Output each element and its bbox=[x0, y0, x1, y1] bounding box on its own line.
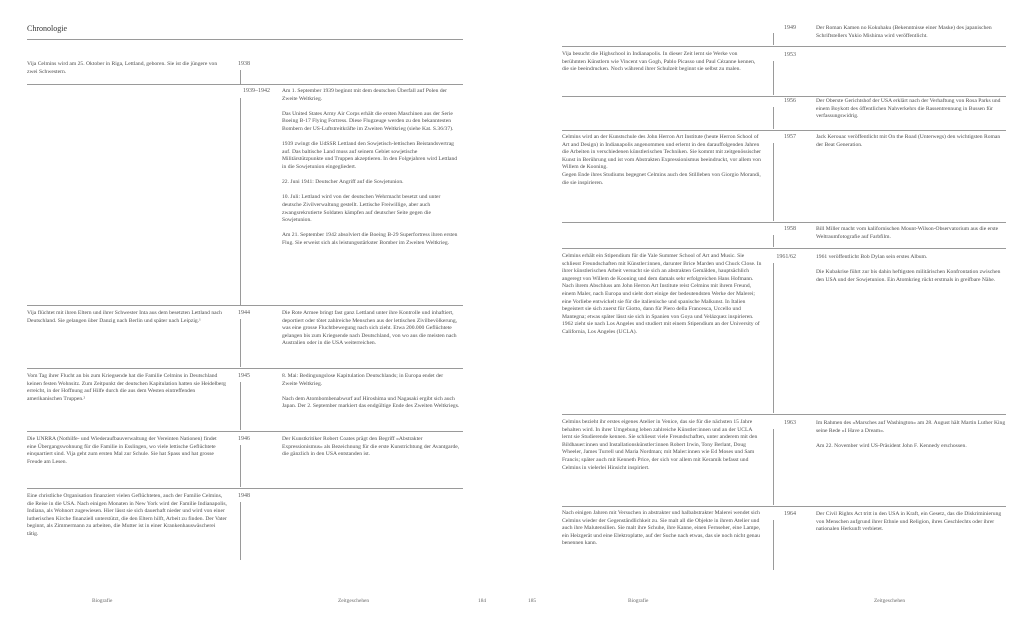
event-text: 10. Juli: Lettland wird von der deutschen Wehrmacht besetzt und unter deutsche Zivilverwaltung gestellt. Lettische Freiwillige, aber auch zwangsrekrutierte Soldaten kämpfen auf deutscher Seite gegen die Sowjetunion. bbox=[282, 194, 441, 224]
year-tick bbox=[240, 445, 241, 487]
year-tick bbox=[240, 70, 241, 84]
year-tick bbox=[773, 143, 774, 221]
row-divider bbox=[562, 130, 1006, 131]
year-tick bbox=[773, 33, 774, 45]
bio-1963: Celmins bezieht ihr erstes eigenes Atelier in Venice, das sie für die nächsten 15 Jahre behalten wird. In ihrer Umgebung leben zahlreiche Künstler:innen und an der UCLA lernt sie Studierende kennen. Sie schliesst viele Freundschaften, unter anderem mit den Bildhauer:innen und Installationskünstler:innen Robert Irwin, Tony Berlant, Doug Wheeler, James Turrell und Maria Nordman; mit Maler:innen wie Ed Moses und Sam Francis; später auch mit Kenneth Price, der sich vor allem mit Keramik befasst und Celmins in vielerlei Hinsicht inspiriert. bbox=[562, 419, 758, 471]
events-1946 bbox=[282, 436, 460, 459]
bio-1948: Eine christliche Organisation finanziert vielen Geflüchteten, auch der Familie Celmins, die Reise in die USA. Nach einigen Monaten in New York wird der Familie Indianapolis, Indiana, als Wohnort zugewiesen. Hier lässt sie sich dauerhaft nieder und wird von einer lutherischen Kirche finanziell unterstützt, die den Eltern hilft, Arbeit zu finden. Der Vater beginnt, als Zimmermann zu arbeiten, die Mutter ist in einer Krankenhauswäscherei tätig. bbox=[27, 493, 227, 537]
events-1939-1942 bbox=[282, 88, 460, 247]
row-divider bbox=[562, 46, 1006, 47]
year-tick bbox=[773, 107, 774, 129]
row-divider bbox=[27, 305, 463, 306]
year-1956: 1956 bbox=[784, 98, 796, 104]
event-text: Der Civil Rights Act tritt in den USA in Kraft, ein Gesetz, das die Diskriminierung von Menschen aufgrund ihrer Ethnie und Religion, ihres Geschlechts oder ihrer nationalen Herkunft verbietet. bbox=[816, 511, 1002, 533]
events-1961-62 bbox=[816, 254, 1006, 284]
event-text: 22. Juni 1941: Deutscher Angriff auf die Sowjetunion. bbox=[282, 179, 404, 186]
event-text: 1939 zwingt die UdSSR Lettland den Sowjetisch-lettischen Beistandsvertrag auf. Das baltische Land muss auf seinem Gebiet sowjetische Militärstützpunkte und Truppen akzeptieren. In den Folgejahren wird Lettland in die Sowjetunion eingegliedert. bbox=[282, 141, 458, 170]
year-1945: 1945 bbox=[238, 373, 250, 379]
year-tick bbox=[773, 429, 774, 505]
footer-events-label: Zeitgeschehen bbox=[338, 598, 370, 604]
bio-1944: Vija flüchtet mit ihren Eltern und ihrer Schwester Inta aus dem besetzten Lettland nach Deutschland. Sie gelangen über Danzig nach Berlin und später nach Leipzig.¹ bbox=[27, 310, 222, 324]
event-text: Der Roman Kamen no Kokuhaku (Bekenntnisse einer Maske) des japanischen Schriftstellers Yukio Mishima wird veröffentlicht. bbox=[816, 25, 992, 39]
bio-1938: Vija Celmins wird am 25. Oktober in Riga, Lettland, geboren. Sie ist die jüngere von zwei Schwestern. bbox=[27, 61, 218, 75]
year-1964: 1964 bbox=[784, 511, 796, 517]
row-divider bbox=[27, 431, 463, 432]
bio-1961-62: Celmins erhält ein Stipendium für die Yale Summer School of Art and Music. Sie schliesst Freundschaften mit Künstler:innen, darunter Brice Marden und Chuck Close. In ihrer künstlerischen Arbeit versucht sie sich an abstrakten Gemälden, hauptsächlich angeregt von Willem de Kooning und dem damals sehr erfolgreichen Hans Hofmann. Nach ihrem Abschluss am John Herron Art Institute reist Celmins mit ihrem Freund, einem Maler, nach Europa und sieht dort einige der bedeutendsten Werke der Malerei; eine Vorliebe entwickelt sie für die italienische und spanische Malkunst. In Italien begeistert sie sich zuerst für Giotto, dann für Piero della Francesca, Uccello und Mantegna; etwas später lässt sie sich in Spanien von Goya und Velázquez inspirieren. 1962 zieht sie nach Los Angeles und studiert mit einem Stipendium an der University of California, Los Angeles (UCLA). bbox=[562, 253, 762, 335]
footer-bio-label: Biografie bbox=[628, 598, 649, 604]
row-divider bbox=[562, 96, 1006, 97]
event-text: Jack Kerouac veröffentlicht mit On the Road (Unterwegs) den wichtigsten Roman der Beat Generation. bbox=[816, 134, 1001, 148]
year-1946: 1946 bbox=[238, 436, 250, 442]
event-text: 8. Mai: Bedingungslose Kapitulation Deutschlands; in Europa endet der Zweite Weltkrieg. bbox=[282, 373, 444, 387]
event-text: Die Kubakrise führt zur bis dahin heftigsten militärischen Konfrontation zwischen den USA und der Sowjetunion. Ein Atomkrieg rückt erstmals in greifbare Nähe. bbox=[816, 269, 1001, 283]
event-text: Bill Miller macht vom kalifornischen Mount-Wilson-Observatorium aus die erste Weltraumfotografie auf Farbfilm. bbox=[816, 226, 999, 240]
bio-1953: Vija besucht die Highschool in Indianapolis. In dieser Zeit lernt sie Werke von berühmten Künstlern wie Vincent van Gogh, Pablo Picasso und Paul Cézanne kennen, die sie beeindrucken. Noch während ihrer Schulzeit beginnt sie selbst zu malen. bbox=[562, 51, 756, 73]
bio-1964: Nach einigen Jahren mit Versuchen in abstrakter und halbabstrakter Malerei wendet sich Celmins wieder der Gegenständlichkeit zu. Sie malt all die Objekte in ihrem Atelier und auch ihre Malutensilien. Sie malt ihre Schuhe, ihre Kanne, einen Fernseher, eine Lampe, ein Heizgerät und eine Elektroplatte, auf der Suche nach etwas, das sie noch nicht genau benennen kann. bbox=[562, 510, 761, 547]
event-text: Am 1. September 1939 beginnt mit dem deutschen Überfall auf Polen der Zweite Weltkrieg. bbox=[282, 88, 447, 102]
row-divider bbox=[562, 222, 1006, 223]
year-tick bbox=[240, 98, 241, 305]
year-tick bbox=[773, 61, 774, 95]
year-1963: 1963 bbox=[784, 420, 796, 426]
page-number: 184 bbox=[478, 598, 487, 604]
year-1944: 1944 bbox=[238, 310, 250, 316]
year-1958: 1958 bbox=[784, 226, 796, 232]
events-1957 bbox=[816, 134, 1006, 149]
events-1956 bbox=[816, 98, 1006, 121]
page-number: 185 bbox=[528, 598, 537, 604]
year-1953: 1953 bbox=[784, 52, 796, 58]
row-divider bbox=[27, 368, 463, 369]
event-text: Nach dem Atombombenabwurf auf Hiroshima und Nagasaki ergibt sich auch Japan. Der 2. September markiert das endgültige Ende des Zweiten Weltkriegs. bbox=[282, 395, 460, 410]
year-tick bbox=[773, 520, 774, 570]
year-tick bbox=[240, 319, 241, 367]
year-1939-1942: 1939–1942 bbox=[243, 88, 270, 94]
row-divider bbox=[562, 414, 1006, 415]
right-page bbox=[510, 0, 1020, 629]
event-text: Das United States Army Air Corps erhält die ersten Maschinen aus der Serie Boeing B-17 Flying Fortress. Diese Flugzeuge werden zu den bekanntesten Bombern der US-Luftstreitkräfte im Zweiten Weltkrieg (siehe Kat. S.36/37). bbox=[282, 110, 454, 132]
year-1948: 1948 bbox=[238, 493, 250, 499]
events-1949 bbox=[816, 25, 1006, 40]
event-text: 1961 veröffentlicht Bob Dylan sein erstes Album. bbox=[816, 254, 928, 260]
footer-bio-label: Biografie bbox=[92, 598, 113, 604]
event-text: Der Kunstkritiker Robert Coates prägt den Begriff »Abstrakter Expressionismus« als Bezeichnung für die erste Kunstrichtung der Avantgarde, die gänzlich in den USA entstanden ist. bbox=[282, 436, 460, 458]
events-1944 bbox=[282, 310, 460, 348]
year-tick bbox=[240, 382, 241, 430]
year-tick bbox=[240, 502, 241, 560]
year-1949: 1949 bbox=[784, 25, 796, 31]
event-text: Die Rote Armee bringt fast ganz Lettland unter ihre Kontrolle und inhaftiert, deportiert oder tötet zahlreiche Menschen aus der lettischen Zivilbevölkerung, was eine grosse Fluchtbewegung nach sich zieht. Etwa 200.000 Geflüchtete gelangen bis zum Kriegsende nach Deutschland, von wo aus die meisten nach Australien oder in die USA weiterreichen. bbox=[282, 310, 458, 347]
row-divider bbox=[562, 506, 1006, 507]
row-divider bbox=[562, 248, 1006, 249]
bio-1945: Vom Tag ihrer Flucht an bis zum Kriegsende hat die Familie Celmins in Deutschland keinen festen Wohnsitz. Zum Zeitpunkt der deutschen Kapitulation hatten sie Heidelberg erreicht, in der Hoffnung auf Hilfe durch die aus dem Westen eintreffenden amerikanischen Truppen.² bbox=[27, 373, 226, 402]
bio-1946: Die UNRRA (Nothilfe- und Wiederaufbauverwaltung der Vereinten Nationen) findet eine Übergangswohnung für die Familie in Esslingen, wo viele lettische Geflüchtete einquartiert sind. Vija geht zum ersten Mal zur Schule. Sie hat Spass und hat grosse Freude am Lesen. bbox=[27, 436, 217, 465]
events-1945 bbox=[282, 373, 460, 411]
page-title: Chronologie bbox=[27, 24, 67, 33]
year-1961-62: 1961/62 bbox=[776, 254, 796, 260]
event-text: Der Oberste Gerichtshof der USA erklärt nach der Verhaftung von Rosa Parks und einem Boykott des öffentlichen Nahverkehrs die Rassentrennung in Bussen für verfassungswidrig. bbox=[816, 98, 1001, 120]
event-text: Am 21. September 1942 absolviert die Boeing B-29 Superfortress ihren ersten Flug. Sie erweist sich als leistungsstärkster Bomber im Zweiten Weltkrieg. bbox=[282, 232, 458, 246]
year-tick bbox=[773, 235, 774, 247]
events-1964 bbox=[816, 511, 1006, 534]
year-tick bbox=[773, 263, 774, 413]
events-1958 bbox=[816, 226, 1006, 241]
year-1938: 1938 bbox=[238, 61, 250, 67]
event-text: Am 22. November wird US-Präsident John F. Kennedy erschossen. bbox=[816, 442, 967, 449]
event-text: Im Rahmen des »Marsches auf Washington« am 28. August hält Martin Luther King seine Rede »I Have a Dream«. bbox=[816, 420, 1006, 434]
bio-1957: Celmins wird an der Kunstschule des John Herron Art Institute (heute Herron School of Art and Design) in Indianapolis angenommen und erlernt in den darauffolgenden Jahren die Arbeiten in verschiedenen künstlerischen Techniken. Sie kommt mit zeitgenössischer Kunst in Berührung und ist vom Abstrakten Expressionismus beeindruckt, vor allem von Willem de Kooning. Gegen Ende ihres Studiums begegnet Celmins auch den Stillleben von Giorgio Morandi, die sie inspirieren. bbox=[562, 134, 761, 186]
row-divider bbox=[27, 84, 463, 85]
year-1957: 1957 bbox=[784, 134, 796, 140]
events-1963 bbox=[816, 420, 1006, 450]
footer-events-label: Zeitgeschehen bbox=[874, 598, 906, 604]
title-rule bbox=[27, 39, 463, 40]
row-divider bbox=[27, 488, 463, 489]
